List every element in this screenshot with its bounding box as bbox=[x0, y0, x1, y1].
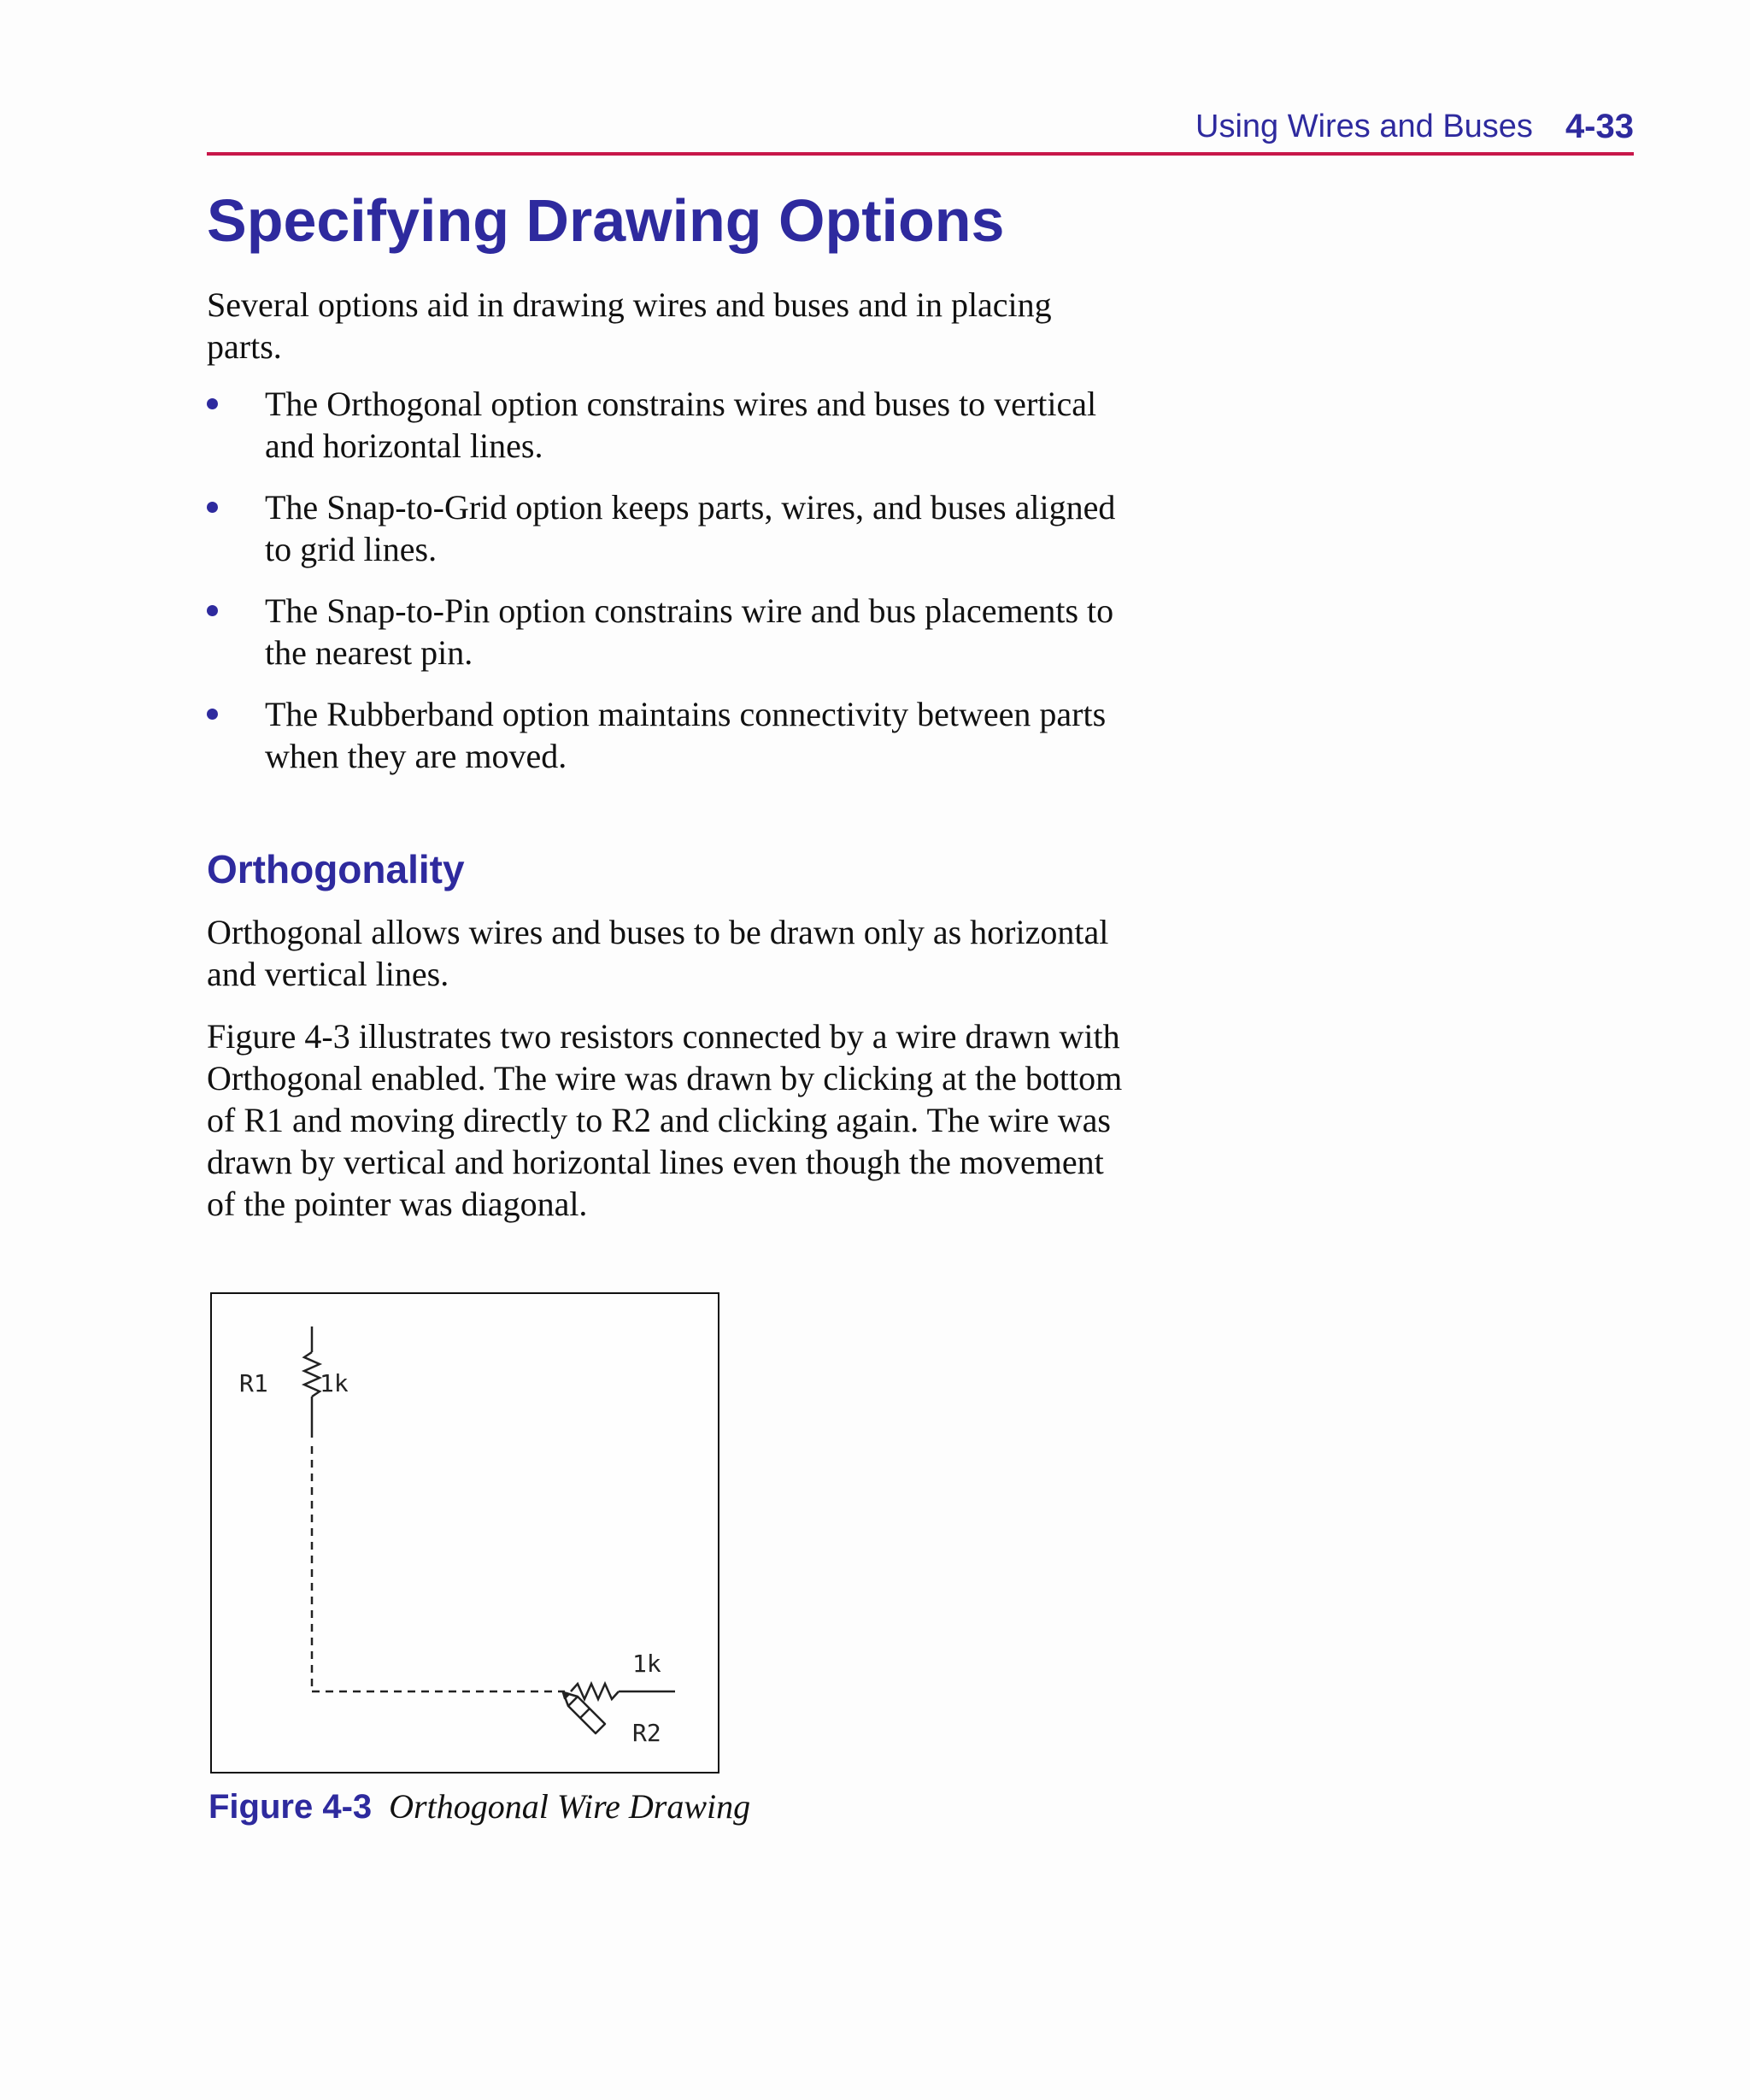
bullet-snap-to-pin bbox=[207, 590, 1138, 674]
figure-caption-title: Orthogonal Wire Drawing bbox=[389, 1787, 751, 1826]
bullet-text: The Snap-to-Grid option keeps parts, wires, and buses aligned to grid lines. bbox=[265, 488, 1116, 568]
r2-value-label: 1k bbox=[632, 1650, 661, 1678]
bullet-dot-icon bbox=[207, 398, 218, 409]
bullet-dot-icon bbox=[207, 709, 218, 720]
bullet-text: The Snap-to-Pin option constrains wire and bus placements to the nearest pin. bbox=[265, 591, 1114, 672]
r1-value-label: 1k bbox=[320, 1369, 349, 1397]
orthogonality-paragraph-1: Orthogonal allows wires and buses to be drawn only as horizontal and vertical lines. bbox=[207, 913, 1109, 993]
orthogonal-wire bbox=[312, 1446, 565, 1691]
schematic-diagram bbox=[212, 1294, 718, 1772]
bullet-snap-to-grid bbox=[207, 486, 1138, 570]
resistor-r1 bbox=[304, 1326, 320, 1438]
bullet-dot-icon bbox=[207, 605, 218, 616]
figure-caption bbox=[208, 1786, 750, 1826]
figure-orthogonal-wire bbox=[210, 1292, 719, 1774]
orthogonality-heading: Orthogonality bbox=[207, 847, 465, 891]
options-bullet-list bbox=[207, 383, 1138, 797]
resistor-r2 bbox=[571, 1684, 675, 1699]
bullet-rubberband bbox=[207, 693, 1138, 777]
orthogonality-paragraph-2: Figure 4-3 illustrates two resistors connected by a wire drawn with Orthogonal enabled. The wire was drawn by clicking at the bottom of R1 and moving directly to R2 and clicking again. The wire was drawn by vertical and horizontal lines even though the movement of the pointer was diagonal. bbox=[207, 1017, 1123, 1223]
r2-name-label: R2 bbox=[632, 1719, 661, 1747]
page-title: Specifying Drawing Options bbox=[207, 187, 1005, 254]
figure-caption-number: Figure 4-3 bbox=[208, 1788, 373, 1826]
bullet-orthogonal bbox=[207, 383, 1138, 467]
header-page-number: 4-33 bbox=[1565, 107, 1634, 145]
r1-name-label: R1 bbox=[239, 1369, 268, 1397]
running-header bbox=[207, 101, 1634, 156]
bullet-text: The Orthogonal option constrains wires and buses to vertical and horizontal lines. bbox=[265, 385, 1097, 465]
bullet-text: The Rubberband option maintains connectivity between parts when they are moved. bbox=[265, 695, 1107, 775]
bullet-dot-icon bbox=[207, 502, 218, 513]
intro-paragraph: Several options aid in drawing wires and buses and in placing parts. bbox=[207, 285, 1052, 366]
header-section-title: Using Wires and Buses bbox=[1195, 108, 1533, 144]
